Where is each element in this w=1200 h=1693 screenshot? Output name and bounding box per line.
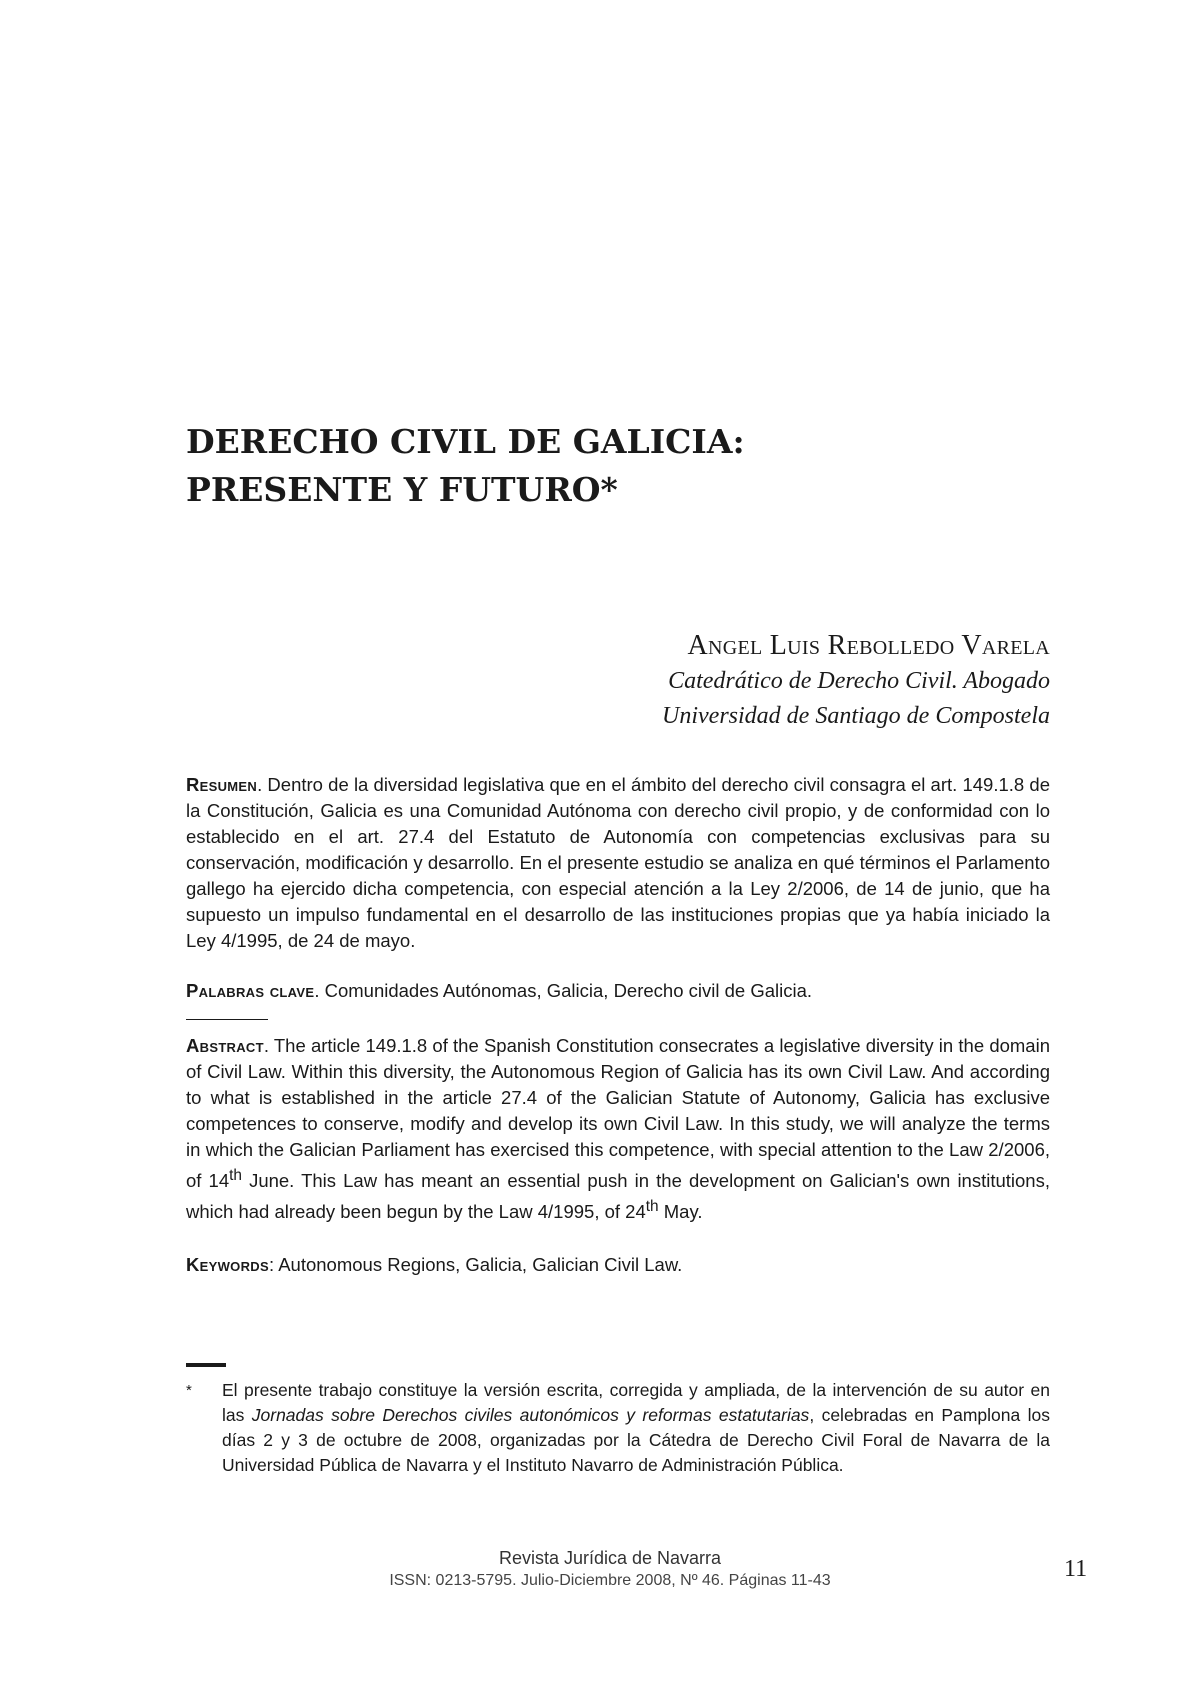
keywords-text: : Autonomous Regions, Galicia, Galician Civil Law.	[268, 1254, 683, 1275]
title-line-1: DERECHO CIVIL DE GALICIA:	[186, 422, 745, 461]
keywords-paragraph	[186, 1252, 1050, 1278]
page-number: 11	[1064, 1556, 1088, 1582]
footnote-text	[222, 1378, 1050, 1478]
author-block	[350, 628, 1050, 734]
abstract-paragraph	[186, 1033, 1050, 1225]
abstract-text-2: June. This Law has meant an essential push in the development on Galician's own institutions, which had already been begun by the Law 4/1995, of 24	[186, 1170, 1050, 1223]
footnote-mark: *	[186, 1382, 192, 1399]
palabras-clave-text: . Comunidades Autónomas, Galicia, Derecho civil de Galicia.	[314, 980, 813, 1001]
resumen-paragraph	[186, 772, 1050, 954]
journal-name: Revista Jurídica de Navarra	[498, 1548, 722, 1568]
section-divider	[186, 1019, 268, 1020]
palabras-clave-section	[186, 978, 1050, 1004]
author-name: Angel Luis Rebolledo Varela	[687, 630, 1050, 661]
footnote-event-title: Jornadas sobre Derechos civiles autonómicos y reformas estatutarias	[251, 1405, 810, 1425]
abstract-label: Abstract	[186, 1035, 264, 1056]
footnote-text-1: El presente trabajo constituye la versión escrita, corregida y ampliada, de la intervención de su autor en las	[222, 1380, 1050, 1425]
resumen-text: . Dentro de la diversidad legislativa que en el ámbito del derecho civil consagra el art. 149.1.8 de la Constitución, Galicia es una Comunidad Autónoma con derecho civil propio, y de conformidad con lo establecido en el art. 27.4 del Estatuto de Autonomía con competencias exclusivas para su conservación, modificación y desarrollo. En el presente estudio se analiza en qué términos el Parlamento gallego ha ejercido dicha competencia, con especial atención a la Ley 2/2006, de 14 de junio, que ha supuesto un impulso fundamental en el desarrollo de las instituciones propias que ya había iniciado la Ley 4/1995, de 24 de mayo.	[186, 774, 1050, 951]
footnote	[186, 1378, 1050, 1478]
ordinal-superscript: th	[229, 1167, 242, 1184]
article-title	[186, 418, 1066, 514]
abstract-text-1: . The article 149.1.8 of the Spanish Constitution consecrates a legislative diversity in the domain of Civil Law. Within this diversity, the Autonomous Region of Galicia has its own Civil Law. And according to what is established in the article 27.4 of the Galician Statute of Autonomy, Galicia has exclusive competences to conserve, modify and develop its own Civil Law. In this study, we will analyze the terms in which the Galician Parliament has exercised this competence, with special attention to the Law 2/2006, of 14	[186, 1035, 1050, 1192]
title-line-2: PRESENTE Y FUTURO*	[186, 470, 618, 509]
palabras-clave-label: Palabras clave	[186, 980, 315, 1001]
page-footer	[300, 1546, 920, 1592]
keywords-section	[186, 1252, 1050, 1278]
palabras-clave-paragraph	[186, 978, 1050, 1004]
issn-line: ISSN: 0213-5795. Julio-Diciembre 2008, Nº 46. Páginas 11-43	[389, 1572, 831, 1589]
footnote-rule	[186, 1363, 226, 1367]
abstract-section	[186, 1033, 1050, 1225]
keywords-label: Keywords	[186, 1254, 269, 1275]
resumen-label: Resumen	[186, 774, 258, 795]
author-position: Catedrático de Derecho Civil. Abogado	[668, 668, 1050, 694]
resumen-section	[186, 772, 1050, 954]
author-institution: Universidad de Santiago de Compostela	[662, 703, 1050, 729]
footnote-text-2: , celebradas en Pamplona los días 2 y 3 de octubre de 2008, organizadas por la Cátedra de Derecho Civil Foral de Navarra de la Universidad Pública de Navarra y el Instituto Navarro de Administración Pública.	[222, 1405, 1050, 1475]
abstract-text-3: May.	[658, 1201, 703, 1223]
ordinal-superscript: th	[645, 1198, 659, 1216]
